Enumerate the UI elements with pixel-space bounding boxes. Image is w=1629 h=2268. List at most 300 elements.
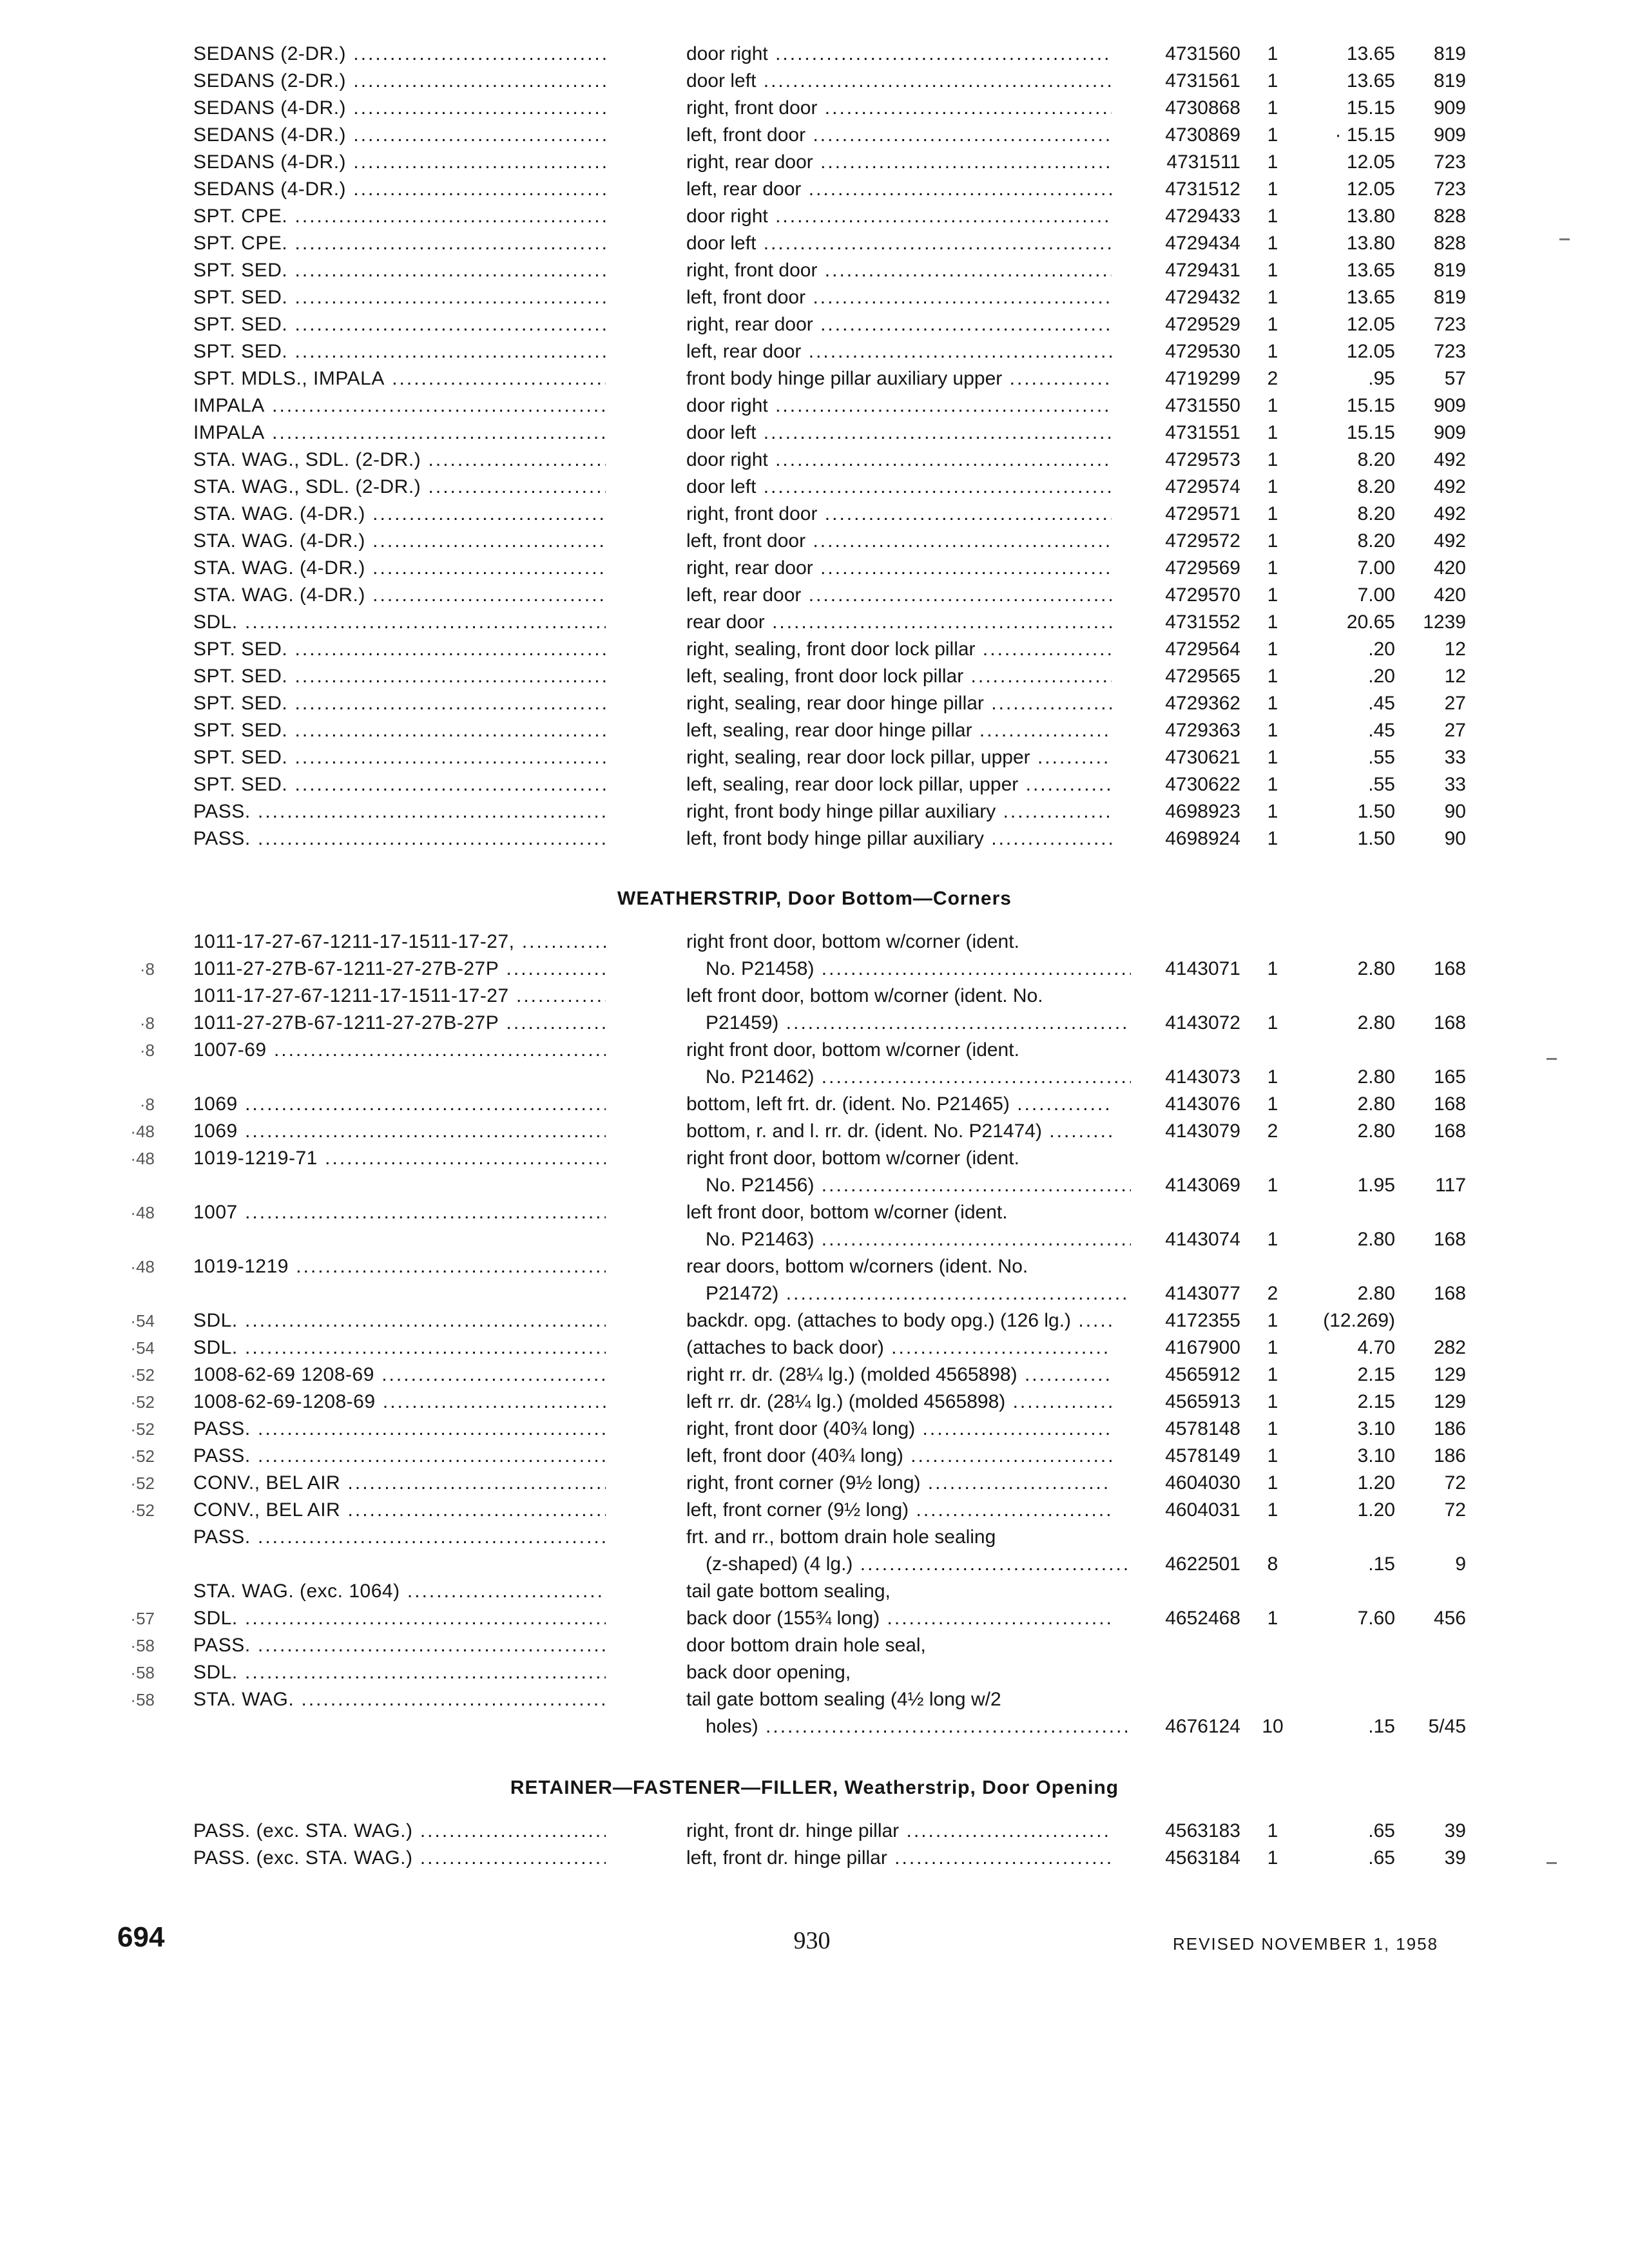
- unit-price-cell: 168: [1433, 1120, 1466, 1142]
- description-cell: left front door, bottom w/corner (ident.: [686, 1202, 1008, 1223]
- price-cell: .20: [1368, 639, 1395, 660]
- quantity-cell: 1: [1267, 1175, 1278, 1196]
- description-cell: bottom, left frt. dr. (ident. No. P21465) .....: [686, 1090, 1112, 1119]
- unit-price-cell: 129: [1433, 1391, 1466, 1412]
- unit-price-cell: 282: [1433, 1337, 1466, 1358]
- price-cell: 15.15: [1346, 422, 1395, 443]
- model-cell: STA. WAG., SDL. (2-DR.) .....: [193, 446, 606, 474]
- model-cell: 1007 .....: [193, 1198, 606, 1227]
- price-cell: 8.20: [1357, 530, 1395, 552]
- unit-price-cell: 819: [1433, 287, 1466, 308]
- table-row: [0, 94, 1629, 122]
- table-row: [0, 1036, 1629, 1064]
- table-row: [0, 744, 1629, 772]
- quantity-cell: 1: [1267, 206, 1278, 227]
- center-page-number: 930: [793, 1927, 831, 1954]
- margin-mark: [1559, 238, 1570, 240]
- description-cell: P21459) .....: [686, 1009, 1131, 1037]
- table-row: [0, 256, 1629, 285]
- part-number-cell: 4604031: [1165, 1499, 1240, 1521]
- part-number-cell: 4731511: [1166, 151, 1240, 173]
- table-row: [0, 1415, 1629, 1443]
- part-number-cell: 4676124: [1165, 1716, 1240, 1737]
- part-number-cell: 4578148: [1165, 1418, 1240, 1439]
- part-number-cell: 4578149: [1165, 1445, 1240, 1466]
- table-row: [0, 928, 1629, 956]
- table-row: [0, 1817, 1629, 1845]
- table-row: [0, 1844, 1629, 1872]
- model-cell: 1011-27-27B-67-1211-27-27B-27P .....: [193, 955, 606, 983]
- year-code: ·8: [139, 1014, 155, 1033]
- part-number-cell: 4729362: [1165, 693, 1240, 714]
- description-cell: right, front door .....: [686, 256, 1112, 285]
- unit-price-cell: 117: [1435, 1175, 1466, 1196]
- unit-price-cell: 819: [1433, 43, 1466, 64]
- price-cell: 7.00: [1357, 584, 1395, 606]
- model-cell: PASS. .....: [193, 1523, 606, 1552]
- model-cell: SPT. CPE. .....: [193, 202, 606, 231]
- description-cell: right rr. dr. (28¼ lg.) (molded 4565898) .....: [686, 1361, 1112, 1389]
- quantity-cell: 1: [1267, 151, 1278, 173]
- part-number-cell: 4729565: [1165, 666, 1240, 687]
- year-code: ·52: [130, 1446, 155, 1466]
- quantity-cell: 1: [1267, 1608, 1278, 1629]
- unit-price-cell: 723: [1433, 314, 1466, 335]
- unit-price-cell: 90: [1444, 801, 1466, 822]
- table-row: [0, 1063, 1629, 1091]
- model-cell: STA. WAG. (4-DR.) .....: [193, 554, 606, 582]
- unit-price-cell: 723: [1433, 178, 1466, 200]
- part-number-cell: 4143074: [1165, 1229, 1240, 1250]
- unit-price-cell: 129: [1433, 1364, 1466, 1385]
- quantity-cell: 1: [1267, 124, 1278, 146]
- part-number-cell: 4167900: [1165, 1337, 1240, 1358]
- table-row: [0, 798, 1629, 826]
- unit-price-cell: 420: [1433, 557, 1466, 579]
- unit-price-cell: 828: [1433, 206, 1466, 227]
- model-cell: PASS. .....: [193, 798, 606, 826]
- price-cell: 13.65: [1346, 70, 1395, 91]
- quantity-cell: 2: [1267, 368, 1278, 389]
- price-cell: 7.00: [1357, 557, 1395, 579]
- price-cell: 8.20: [1357, 449, 1395, 470]
- description-cell: door bottom drain hole seal,: [686, 1635, 926, 1656]
- unit-price-cell: 72: [1444, 1472, 1466, 1494]
- table-row: [0, 284, 1629, 312]
- year-code: ·48: [130, 1149, 155, 1168]
- description-cell: right, front door .....: [686, 500, 1112, 528]
- year-code: ·57: [130, 1609, 155, 1628]
- model-cell: 1011-17-27-67-1211-17-1511-17-27 .....: [193, 982, 606, 1010]
- unit-price-cell: 90: [1444, 828, 1466, 849]
- model-cell: PASS. .....: [193, 1415, 606, 1443]
- part-number-cell: 4143073: [1165, 1066, 1240, 1088]
- table-row: [0, 527, 1629, 555]
- description-cell: right front door, bottom w/corner (ident.: [686, 1039, 1019, 1061]
- price-cell: 13.65: [1346, 287, 1395, 308]
- model-cell: SPT. SED. .....: [193, 311, 606, 339]
- price-cell: 13.65: [1346, 43, 1395, 64]
- model-cell: 1069 .....: [193, 1090, 606, 1119]
- price-cell: 15.15: [1346, 395, 1395, 416]
- model-cell: SEDANS (2-DR.) .....: [193, 40, 606, 68]
- quantity-cell: 1: [1267, 1364, 1278, 1385]
- quantity-cell: 1: [1267, 1066, 1278, 1088]
- part-number-cell: 4604030: [1165, 1472, 1240, 1494]
- model-cell: PASS. .....: [193, 1631, 606, 1660]
- part-number-cell: 4652468: [1165, 1608, 1240, 1629]
- unit-price-cell: 186: [1433, 1445, 1466, 1466]
- part-number-cell: 4730869: [1165, 124, 1240, 146]
- part-number-cell: 4731560: [1165, 43, 1240, 64]
- model-cell: IMPALA .....: [193, 419, 606, 447]
- description-cell: left rr. dr. (28¼ lg.) (molded 4565898) .....: [686, 1388, 1112, 1416]
- description-cell: door right .....: [686, 40, 1112, 68]
- description-cell: right, front dr. hinge pillar .....: [686, 1817, 1112, 1845]
- unit-price-cell: 168: [1433, 1229, 1466, 1250]
- table-row: [0, 500, 1629, 528]
- description-cell: door left .....: [686, 67, 1112, 95]
- model-cell: SPT. SED. .....: [193, 744, 606, 772]
- model-cell: SDL. .....: [193, 1604, 606, 1633]
- year-code: ·58: [130, 1636, 155, 1655]
- model-cell: 1019-1219-71 .....: [193, 1144, 606, 1173]
- description-cell: left, front corner (9½ long) .....: [686, 1496, 1112, 1524]
- quantity-cell: 1: [1267, 43, 1278, 64]
- price-cell: .65: [1368, 1820, 1395, 1841]
- left-page-number: 694: [117, 1921, 165, 1953]
- description-cell: left, rear door .....: [686, 338, 1112, 366]
- unit-price-cell: 168: [1433, 958, 1466, 979]
- table-row: [0, 662, 1629, 691]
- quantity-cell: 1: [1267, 1093, 1278, 1115]
- part-number-cell: 4698923: [1165, 801, 1240, 822]
- price-cell: 13.80: [1346, 206, 1395, 227]
- part-number-cell: 4730621: [1165, 747, 1240, 768]
- quantity-cell: 1: [1267, 958, 1278, 979]
- table-row: [0, 1253, 1629, 1281]
- price-cell: 3.10: [1357, 1445, 1395, 1466]
- description-cell: left, front door (40¾ long) .....: [686, 1442, 1112, 1470]
- unit-price-cell: 828: [1433, 233, 1466, 254]
- description-cell: (attaches to back door) .....: [686, 1334, 1112, 1362]
- quantity-cell: 1: [1267, 314, 1278, 335]
- description-cell: right, rear door .....: [686, 554, 1112, 582]
- model-cell: IMPALA .....: [193, 392, 606, 420]
- unit-price-cell: 909: [1433, 97, 1466, 119]
- description-cell: door right .....: [686, 446, 1112, 474]
- part-number-cell: 4729431: [1165, 260, 1240, 281]
- description-cell: No. P21463) .....: [686, 1225, 1131, 1254]
- description-cell: left, front door .....: [686, 121, 1112, 149]
- part-number-cell: 4729363: [1165, 720, 1240, 741]
- part-number-cell: 4143077: [1165, 1283, 1240, 1304]
- price-cell: 2.80: [1357, 1066, 1395, 1088]
- table-row: [0, 365, 1629, 393]
- quantity-cell: 1: [1267, 666, 1278, 687]
- part-number-cell: 4143076: [1165, 1093, 1240, 1115]
- unit-price-cell: 33: [1444, 747, 1466, 768]
- part-number-cell: 4729573: [1165, 449, 1240, 470]
- unit-price-cell: 9: [1455, 1553, 1466, 1575]
- table-row: [0, 689, 1629, 718]
- price-cell: .15: [1368, 1553, 1395, 1575]
- part-number-cell: 4143079: [1165, 1120, 1240, 1142]
- table-row: [0, 825, 1629, 853]
- model-cell: STA. WAG. (exc. 1064) .....: [193, 1577, 606, 1606]
- quantity-cell: 1: [1267, 395, 1278, 416]
- price-cell: 12.05: [1346, 341, 1395, 362]
- unit-price-cell: 492: [1433, 530, 1466, 552]
- table-row: [0, 1713, 1629, 1741]
- part-number-cell: 4730622: [1165, 774, 1240, 795]
- year-code: ·8: [139, 1095, 155, 1114]
- price-cell: 2.15: [1357, 1391, 1395, 1412]
- quantity-cell: 1: [1267, 1472, 1278, 1494]
- price-cell: 1.20: [1357, 1499, 1395, 1521]
- quantity-cell: 1: [1267, 287, 1278, 308]
- year-code: ·52: [130, 1392, 155, 1412]
- price-cell: 2.80: [1357, 1229, 1395, 1250]
- unit-price-cell: 456: [1433, 1608, 1466, 1629]
- price-cell: 8.20: [1357, 476, 1395, 497]
- price-cell: 2.80: [1357, 1012, 1395, 1033]
- part-number-cell: 4143069: [1165, 1175, 1240, 1196]
- price-cell: 1.20: [1357, 1472, 1395, 1494]
- description-cell: left, front door .....: [686, 527, 1112, 555]
- quantity-cell: 1: [1267, 97, 1278, 119]
- table-row: [0, 1442, 1629, 1470]
- price-cell: 1.50: [1357, 801, 1395, 822]
- part-number-cell: 4729432: [1165, 287, 1240, 308]
- quantity-cell: 1: [1267, 1445, 1278, 1466]
- description-cell: left, front door .....: [686, 284, 1112, 312]
- quantity-cell: 1: [1267, 1337, 1278, 1358]
- model-cell: PASS. (exc. STA. WAG.) .....: [193, 1844, 606, 1872]
- model-cell: SPT. MDLS., IMPALA .....: [193, 365, 606, 393]
- description-cell: left, sealing, front door lock pillar .....: [686, 662, 1112, 691]
- model-cell: STA. WAG. (4-DR.) .....: [193, 581, 606, 610]
- year-code: ·8: [139, 959, 155, 979]
- table-row: [0, 955, 1629, 983]
- quantity-cell: 1: [1267, 1391, 1278, 1412]
- unit-price-cell: 27: [1444, 720, 1466, 741]
- table-row: [0, 1117, 1629, 1146]
- table-row: [0, 1144, 1629, 1173]
- model-cell: SDL. .....: [193, 1307, 606, 1335]
- price-cell: 12.05: [1346, 151, 1395, 173]
- section-title: RETAINER—FASTENER—FILLER, Weatherstrip, Door Opening: [510, 1777, 1119, 1798]
- model-cell: 1007-69 .....: [193, 1036, 606, 1064]
- model-cell: 1008-62-69 1208-69 .....: [193, 1361, 606, 1389]
- quantity-cell: 1: [1267, 774, 1278, 795]
- model-cell: PASS. (exc. STA. WAG.) .....: [193, 1817, 606, 1845]
- price-cell: 2.80: [1357, 958, 1395, 979]
- quantity-cell: 10: [1262, 1716, 1284, 1737]
- price-cell: 13.80: [1346, 233, 1395, 254]
- price-cell: 4.70: [1357, 1337, 1395, 1358]
- description-cell: left, front dr. hinge pillar .....: [686, 1844, 1112, 1872]
- quantity-cell: 1: [1267, 476, 1278, 497]
- table-row: [0, 982, 1629, 1010]
- part-number-cell: 4731550: [1165, 395, 1240, 416]
- year-code: ·52: [130, 1419, 155, 1439]
- description-cell: right front door, bottom w/corner (ident.: [686, 1148, 1019, 1169]
- price-cell: 12.05: [1346, 314, 1395, 335]
- part-number-cell: 4729434: [1165, 233, 1240, 254]
- description-cell: right, front door .....: [686, 94, 1112, 122]
- table-row: [0, 40, 1629, 68]
- description-cell: door left .....: [686, 473, 1112, 501]
- table-row: [0, 148, 1629, 177]
- revision-date: REVISED NOVEMBER 1, 1958: [1173, 1934, 1439, 1954]
- quantity-cell: 1: [1267, 611, 1278, 633]
- model-cell: SPT. SED. .....: [193, 716, 606, 745]
- price-cell: .95: [1368, 368, 1395, 389]
- model-cell: SEDANS (2-DR.) .....: [193, 67, 606, 95]
- part-number-cell: 4729570: [1165, 584, 1240, 606]
- unit-price-cell: 168: [1433, 1283, 1466, 1304]
- quantity-cell: 1: [1267, 1499, 1278, 1521]
- table-row: [0, 419, 1629, 447]
- year-code: ·52: [130, 1365, 155, 1385]
- description-cell: backdr. opg. (attaches to body opg.) (126 lg.) .....: [686, 1307, 1112, 1335]
- part-number-cell: 4729571: [1165, 503, 1240, 524]
- description-cell: front body hinge pillar auxiliary upper .....: [686, 365, 1112, 393]
- quantity-cell: 1: [1267, 747, 1278, 768]
- unit-price-cell: 723: [1433, 151, 1466, 173]
- table-row: [0, 202, 1629, 231]
- table-row: [0, 771, 1629, 799]
- model-cell: SPT. SED. .....: [193, 256, 606, 285]
- description-cell: left, rear door .....: [686, 175, 1112, 204]
- table-row: [0, 1388, 1629, 1416]
- table-row: [0, 581, 1629, 610]
- description-cell: left, rear door .....: [686, 581, 1112, 610]
- price-cell: .15: [1368, 1716, 1395, 1737]
- description-cell: back door opening,: [686, 1662, 851, 1683]
- description-cell: rear doors, bottom w/corners (ident. No.: [686, 1256, 1028, 1277]
- quantity-cell: 1: [1267, 530, 1278, 552]
- unit-price-cell: 420: [1433, 584, 1466, 606]
- unit-price-cell: 168: [1433, 1012, 1466, 1033]
- model-cell: 1011-17-27-67-1211-17-1511-17-27, .....: [193, 928, 606, 956]
- part-number-cell: 4729529: [1165, 314, 1240, 335]
- unit-price-cell: 39: [1444, 1820, 1466, 1841]
- part-number-cell: 4729530: [1165, 341, 1240, 362]
- description-cell: door right .....: [686, 202, 1112, 231]
- table-row: [0, 1469, 1629, 1497]
- part-number-cell: 4729433: [1165, 206, 1240, 227]
- unit-price-cell: 168: [1433, 1093, 1466, 1115]
- price-cell: 13.65: [1346, 260, 1395, 281]
- part-number-cell: 4719299: [1165, 368, 1240, 389]
- table-row: [0, 1307, 1629, 1335]
- price-cell: .45: [1368, 720, 1395, 741]
- model-cell: SEDANS (4-DR.) .....: [193, 121, 606, 149]
- part-number-cell: 4143072: [1165, 1012, 1240, 1033]
- year-code: ·52: [130, 1474, 155, 1493]
- year-code: ·54: [130, 1311, 155, 1331]
- description-cell: bottom, r. and l. rr. dr. (ident. No. P21474) .....: [686, 1117, 1112, 1146]
- quantity-cell: 1: [1267, 639, 1278, 660]
- price-cell: 2.80: [1357, 1093, 1395, 1115]
- description-cell: right, sealing, rear door hinge pillar .....: [686, 689, 1112, 718]
- model-cell: SPT. SED. .....: [193, 635, 606, 664]
- description-cell: frt. and rr., bottom drain hole sealing: [686, 1526, 996, 1548]
- description-cell: tail gate bottom sealing (4½ long w/2: [686, 1689, 1001, 1710]
- description-cell: left, sealing, rear door hinge pillar .....: [686, 716, 1112, 745]
- table-row: [0, 392, 1629, 420]
- price-cell: 1.50: [1357, 828, 1395, 849]
- year-code: ·48: [130, 1203, 155, 1222]
- description-cell: left front door, bottom w/corner (ident. No.: [686, 985, 1043, 1006]
- model-cell: 1019-1219 .....: [193, 1253, 606, 1281]
- unit-price-cell: 5/45: [1428, 1716, 1466, 1737]
- unit-price-cell: 12: [1444, 639, 1466, 660]
- quantity-cell: 1: [1267, 584, 1278, 606]
- unit-price-cell: 819: [1433, 260, 1466, 281]
- section-title: WEATHERSTRIP, Door Bottom—Corners: [617, 888, 1012, 909]
- quantity-cell: 1: [1267, 233, 1278, 254]
- description-cell: P21472) .....: [686, 1280, 1131, 1308]
- unit-price-cell: 723: [1433, 341, 1466, 362]
- price-cell: .55: [1368, 774, 1395, 795]
- quantity-cell: 1: [1267, 1418, 1278, 1439]
- description-cell: left, front body hinge pillar auxiliary .....: [686, 825, 1112, 853]
- year-code: ·52: [130, 1501, 155, 1520]
- description-cell: right, front body hinge pillar auxiliary .....: [686, 798, 1112, 826]
- quantity-cell: 1: [1267, 449, 1278, 470]
- price-cell: 20.65: [1346, 611, 1395, 633]
- year-code: ·58: [130, 1663, 155, 1682]
- model-cell: PASS. .....: [193, 825, 606, 853]
- year-code: ·58: [130, 1690, 155, 1709]
- price-cell: .45: [1368, 693, 1395, 714]
- part-number-cell: 4731561: [1165, 70, 1240, 91]
- table-row: [0, 1361, 1629, 1389]
- quantity-cell: 1: [1267, 828, 1278, 849]
- year-code: ·8: [139, 1041, 155, 1060]
- price-cell: 12.05: [1346, 178, 1395, 200]
- model-cell: 1008-62-69-1208-69 .....: [193, 1388, 606, 1416]
- unit-price-cell: 186: [1433, 1418, 1466, 1439]
- part-number-cell: 4730868: [1165, 97, 1240, 119]
- quantity-cell: 1: [1267, 1229, 1278, 1250]
- model-cell: SPT. SED. .....: [193, 689, 606, 718]
- table-row: [0, 1550, 1629, 1579]
- table-row: [0, 446, 1629, 474]
- table-row: [0, 1604, 1629, 1633]
- quantity-cell: 2: [1267, 1283, 1278, 1304]
- model-cell: SPT. SED. .....: [193, 662, 606, 691]
- quantity-cell: 1: [1267, 1847, 1278, 1869]
- part-number-cell: 4563184: [1165, 1847, 1240, 1869]
- table-row: [0, 1171, 1629, 1200]
- table-row: [0, 608, 1629, 637]
- part-number-cell: 4565913: [1165, 1391, 1240, 1412]
- table-row: [0, 1577, 1629, 1606]
- price-cell: .65: [1368, 1847, 1395, 1869]
- quantity-cell: 1: [1267, 422, 1278, 443]
- part-number-cell: 4729569: [1165, 557, 1240, 579]
- part-number-cell: 4731512: [1165, 178, 1240, 200]
- table-row: [0, 1090, 1629, 1119]
- margin-mark: [1547, 1862, 1557, 1864]
- unit-price-cell: 492: [1433, 476, 1466, 497]
- description-cell: door left .....: [686, 419, 1112, 447]
- unit-price-cell: 39: [1444, 1847, 1466, 1869]
